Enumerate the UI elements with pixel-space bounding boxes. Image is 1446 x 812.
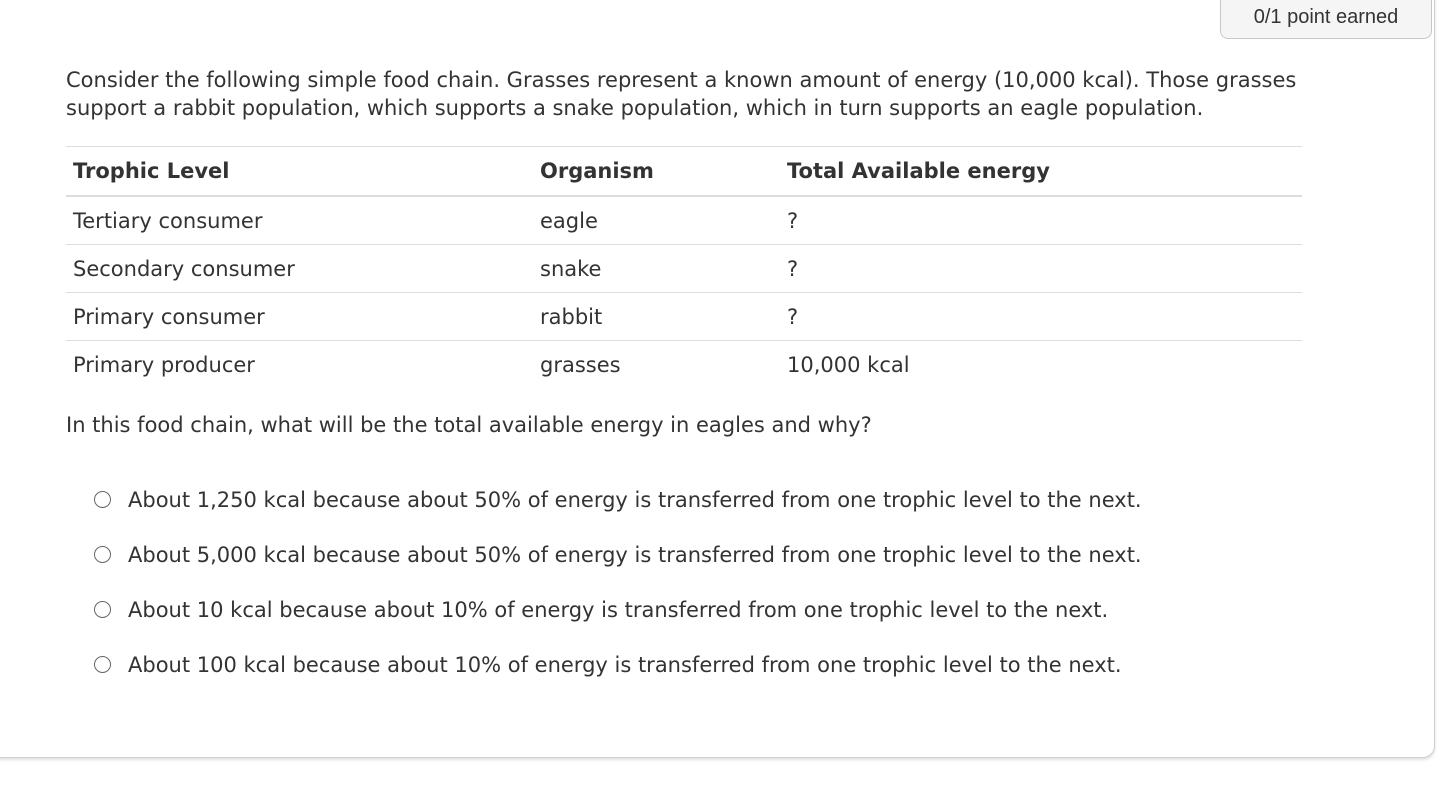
cell-energy: ? <box>780 196 1302 245</box>
answer-option-3[interactable] <box>94 582 1142 637</box>
cell-trophic-level: Secondary consumer <box>66 245 533 293</box>
score-badge: 0/1 point earned <box>1220 0 1432 39</box>
radio-button-icon[interactable] <box>94 491 111 508</box>
answer-option-label: About 10 kcal because about 10% of energy is transferred from one trophic level to the next. <box>128 597 1109 622</box>
cell-organism: grasses <box>540 352 621 377</box>
table-row <box>66 196 1302 245</box>
answer-option-1[interactable] <box>94 472 1142 527</box>
table-row <box>66 293 1302 341</box>
radio-button-icon[interactable] <box>94 546 111 563</box>
answer-option-2[interactable] <box>94 527 1142 582</box>
answer-option-label: About 100 kcal because about 10% of energy is transferred from one trophic level to the next. <box>128 652 1122 677</box>
header-total-energy: Total Available energy <box>780 147 1302 197</box>
cell-organism: eagle <box>533 196 780 245</box>
cell-energy: 10,000 kcal <box>787 352 910 377</box>
answer-option-4[interactable] <box>94 637 1142 692</box>
table-row <box>66 245 1302 293</box>
cell-organism: snake <box>533 245 780 293</box>
question-prompt: In this food chain, what will be the total available energy in eagles and why? <box>66 413 872 437</box>
table-header-row <box>66 147 1302 197</box>
answer-options <box>94 472 1142 692</box>
cell-trophic-level: Tertiary consumer <box>66 196 533 245</box>
cell-organism: rabbit <box>533 293 780 341</box>
header-organism: Organism <box>533 147 780 197</box>
cell-energy: ? <box>780 293 1302 341</box>
cell-trophic-level: Primary producer <box>73 352 255 377</box>
header-trophic-level: Trophic Level <box>66 147 533 197</box>
radio-button-icon[interactable] <box>94 601 111 618</box>
question-intro: Consider the following simple food chain. Grasses represent a known amount of energy (10,000 kcal). Those grasses support a rabbit population, which supports a snake population, which in turn supports an eagle population. <box>66 68 1297 120</box>
table-row <box>66 341 1302 389</box>
answer-option-label: About 5,000 kcal because about 50% of energy is transferred from one trophic level to the next. <box>128 542 1142 567</box>
food-chain-table <box>66 146 1302 388</box>
answer-option-label: About 1,250 kcal because about 50% of energy is transferred from one trophic level to the next. <box>128 487 1142 512</box>
radio-button-icon[interactable] <box>94 656 111 673</box>
cell-energy: ? <box>780 245 1302 293</box>
cell-trophic-level: Primary consumer <box>66 293 533 341</box>
